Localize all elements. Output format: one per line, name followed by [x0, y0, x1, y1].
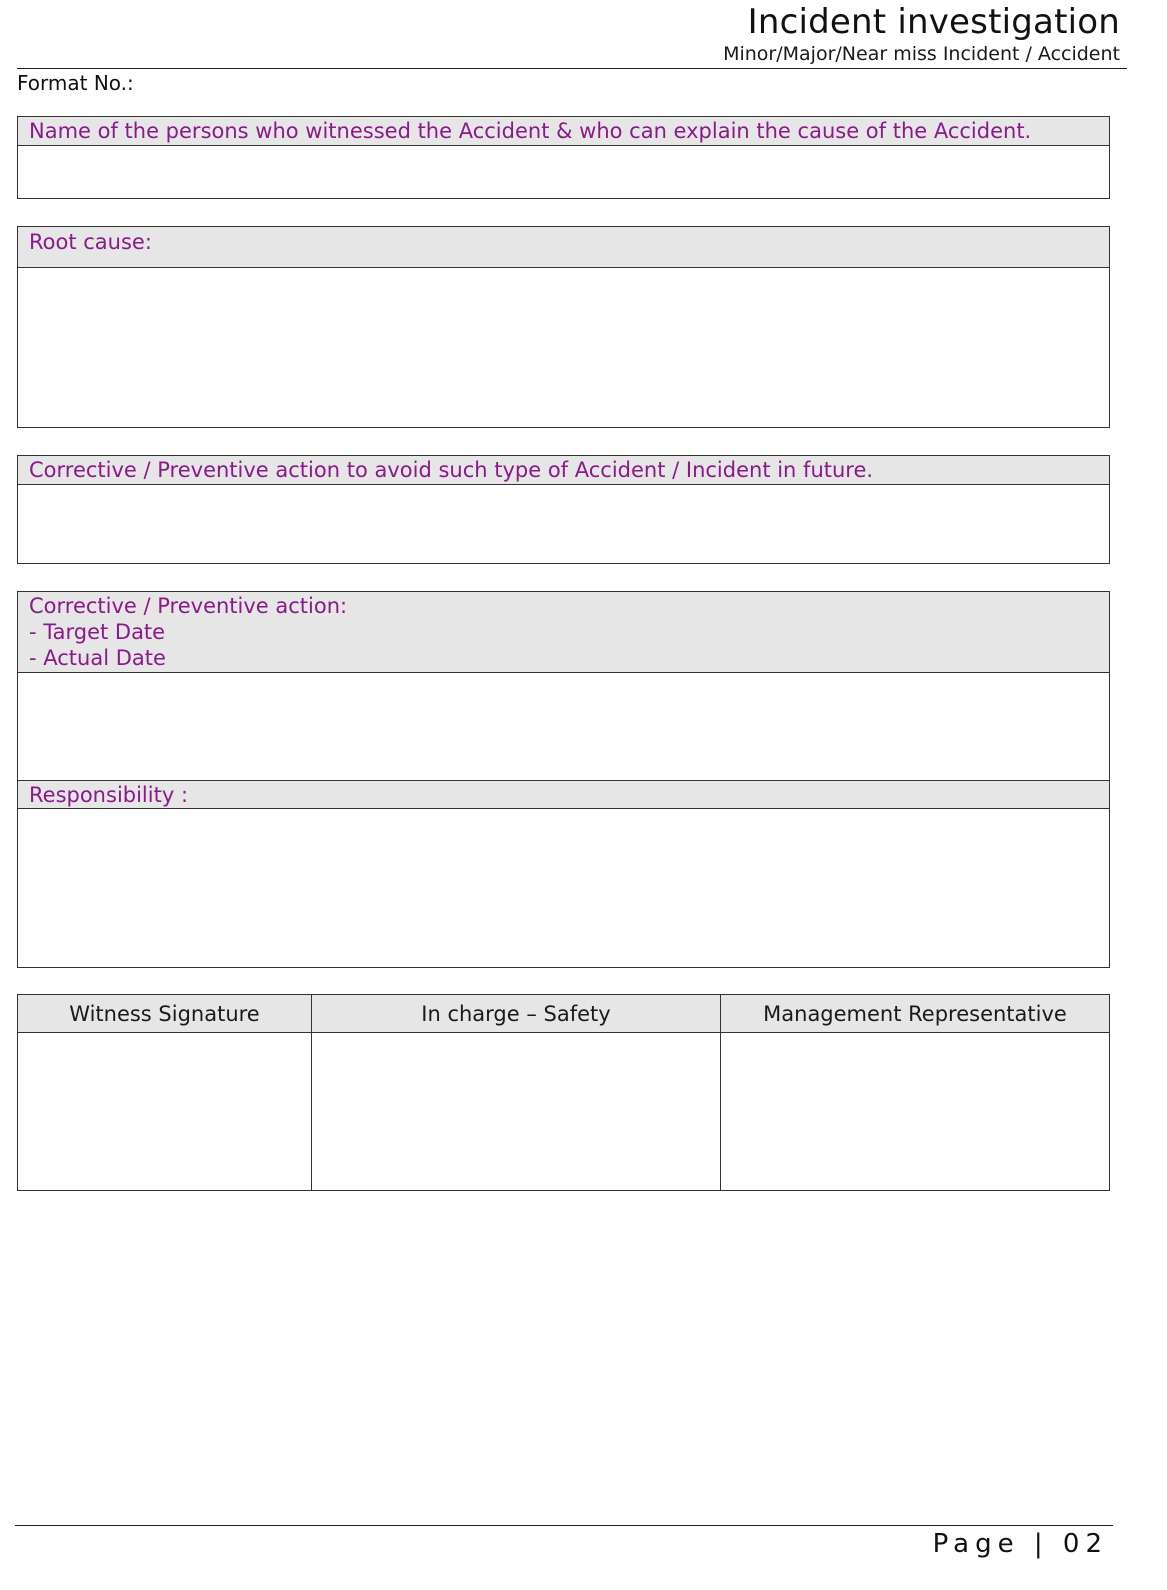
witness-signature-header: Witness Signature — [18, 995, 311, 1033]
header-divider — [17, 68, 1127, 69]
format-no-label: Format No.: — [17, 71, 134, 95]
witnesses-label: Name of the persons who witnessed the Accident & who can explain the cause of the Accident. — [18, 117, 1109, 146]
witnesses-section — [17, 116, 1110, 199]
document-subtitle: Minor/Major/Near miss Incident / Accident — [723, 43, 1120, 65]
witness-signature-field[interactable] — [18, 1033, 311, 1190]
preventive-future-field[interactable] — [18, 485, 1109, 562]
responsibility-label: Responsibility : — [18, 780, 1109, 809]
target-date-label: - Target Date — [29, 620, 166, 644]
page-number: Page | 02 — [932, 1529, 1108, 1559]
management-representative-field[interactable] — [721, 1033, 1109, 1190]
management-representative-header: Management Representative — [721, 995, 1109, 1033]
action-dates-field[interactable] — [18, 673, 1109, 780]
document-title: Incident investigation — [747, 2, 1120, 42]
footer-divider — [15, 1525, 1113, 1526]
responsibility-field[interactable] — [18, 809, 1109, 966]
incharge-safety-column — [311, 995, 720, 1190]
preventive-future-label: Corrective / Preventive action to avoid such type of Accident / Incident in future. — [18, 456, 1109, 485]
signature-table — [17, 994, 1110, 1191]
preventive-future-section — [17, 455, 1110, 564]
action-dates-label-line: Corrective / Preventive action: — [29, 594, 348, 618]
root-cause-label: Root cause: — [18, 227, 1109, 268]
incharge-safety-field[interactable] — [312, 1033, 720, 1190]
actual-date-label: - Actual Date — [29, 646, 166, 670]
witness-signature-column — [18, 995, 311, 1190]
action-dates-section — [17, 591, 1110, 968]
management-representative-column — [720, 995, 1109, 1190]
incharge-safety-header: In charge – Safety — [312, 995, 720, 1033]
action-dates-label — [18, 592, 1109, 673]
root-cause-section — [17, 226, 1110, 428]
root-cause-field[interactable] — [18, 268, 1109, 426]
witnesses-field[interactable] — [18, 146, 1109, 197]
